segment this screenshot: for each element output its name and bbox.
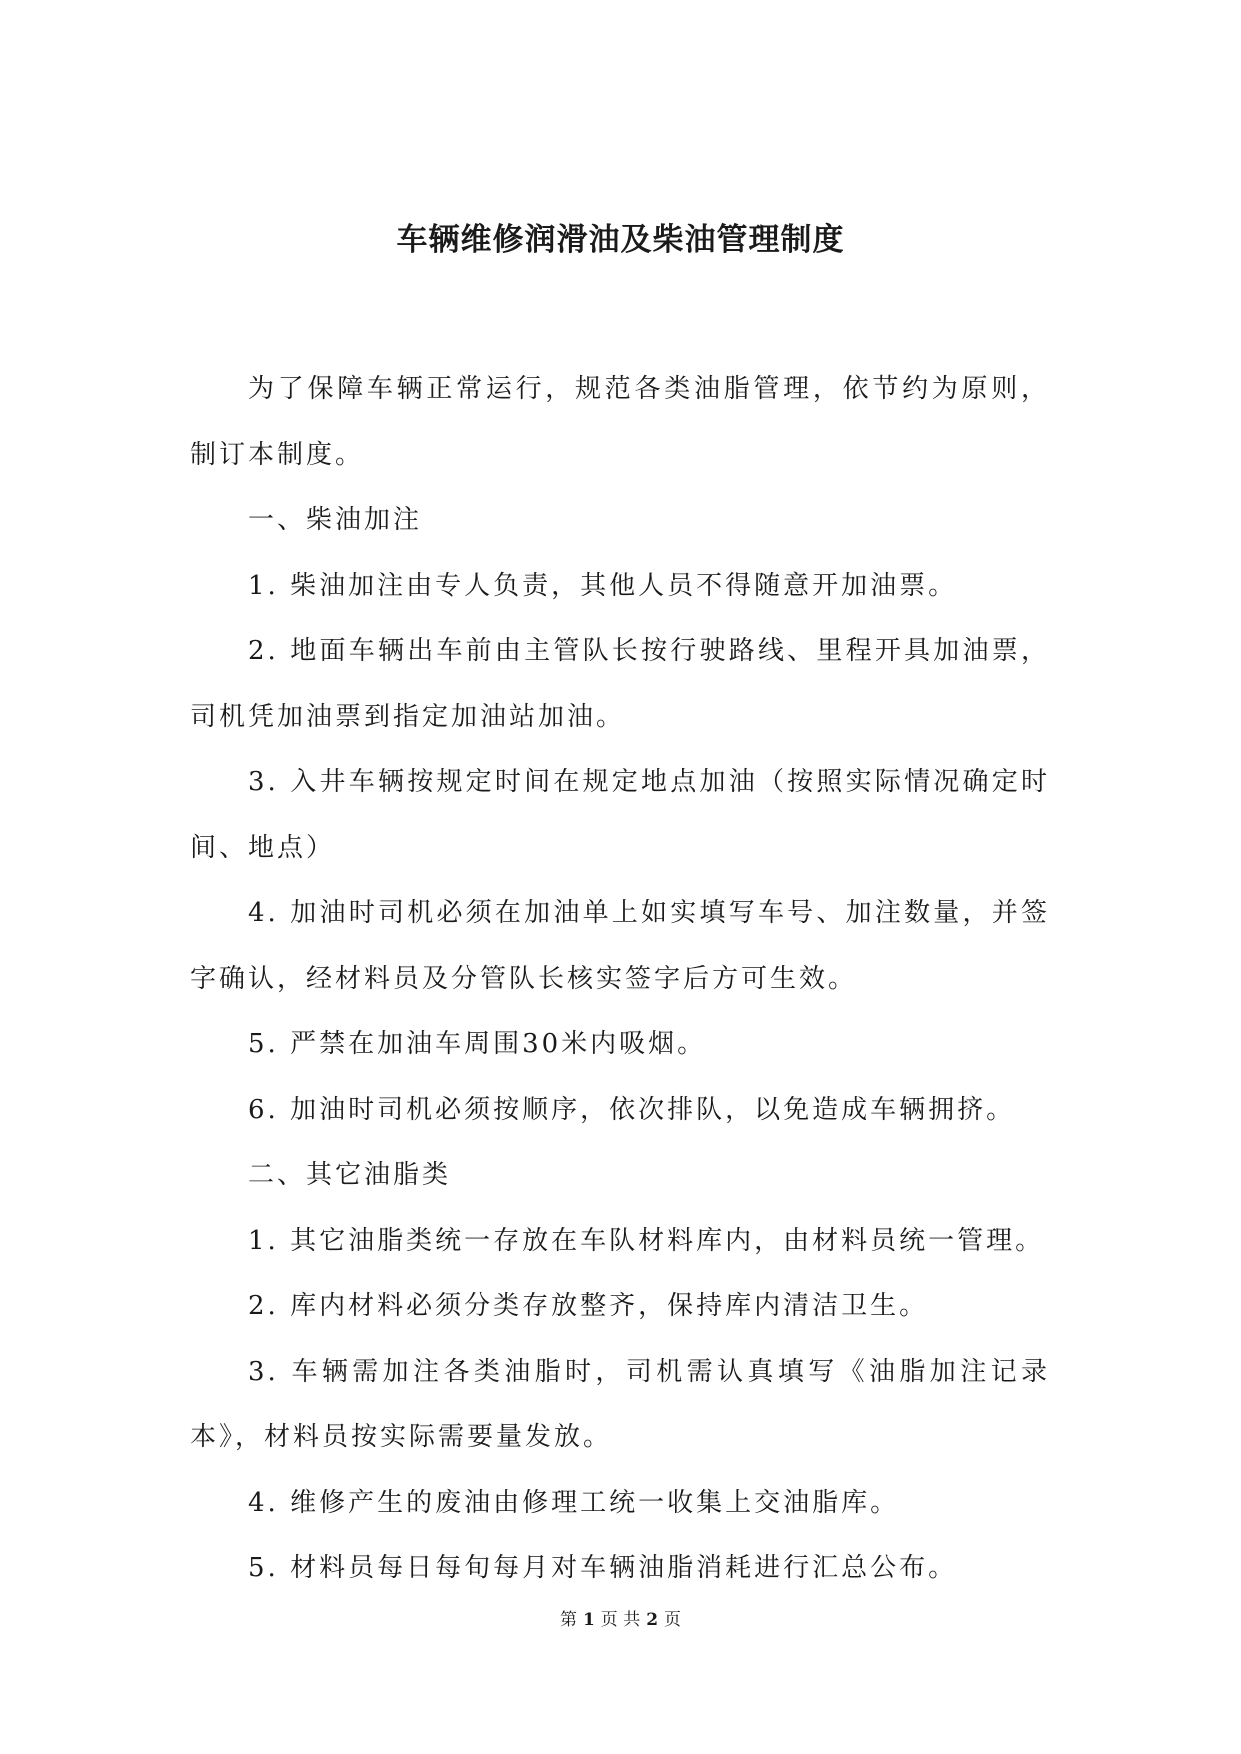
list-item: 5. 严禁在加油车周围30米内吸烟。: [248, 1029, 707, 1059]
list-item: 6. 加油时司机必须按顺序，依次排队，以免造成车辆拥挤。: [248, 1094, 1016, 1125]
paragraph-intro: 为了保障车辆正常运行，规范各类油脂管理，依节约为原则，制订本制度。: [190, 374, 1050, 470]
page-footer: [0, 1608, 1241, 1632]
footer-middle: 页 共: [600, 1610, 641, 1630]
list-item: 2. 地面车辆出车前由主管队长按行驶路线、里程开具加油票，司机凭加油票到指定加油站加油。: [190, 636, 1050, 732]
list-item: 1. 其它油脂类统一存放在车队材料库内，由材料员统一管理。: [248, 1225, 1045, 1256]
list-item: 4. 加油时司机必须在加油单上如实填写车号、加注数量，并签字确认，经材料员及分管队长核实签字后方可生效。: [190, 898, 1050, 994]
list-item: 4. 维修产生的废油由修理工统一收集上交油脂库。: [248, 1487, 900, 1518]
section-heading-diesel: 一、柴油加注: [248, 505, 423, 535]
section-heading-other-grease: 二、其它油脂类: [248, 1160, 452, 1190]
document-title: 车辆维修润滑油及柴油管理制度: [396, 222, 845, 258]
document-body: [190, 357, 1050, 1602]
list-item: 2. 库内材料必须分类存放整齐，保持库内清洁卫生。: [248, 1291, 929, 1321]
footer-suffix: 页: [664, 1610, 682, 1630]
footer-prefix: 第: [559, 1610, 577, 1630]
current-page-number: 1: [582, 1610, 595, 1630]
list-item: 3. 车辆需加注各类油脂时，司机需认真填写《油脂加注记录本》，材料员按实际需要量发放。: [190, 1356, 1050, 1452]
total-pages-number: 2: [646, 1610, 659, 1630]
list-item: 3. 入井车辆按规定时间在规定地点加油（按照实际情况确定时间、地点）: [190, 767, 1050, 863]
list-item: 1. 柴油加注由专人负责，其他人员不得随意开加油票。: [248, 570, 958, 601]
list-item: 5. 材料员每日每旬每月对车辆油脂消耗进行汇总公布。: [248, 1553, 958, 1583]
